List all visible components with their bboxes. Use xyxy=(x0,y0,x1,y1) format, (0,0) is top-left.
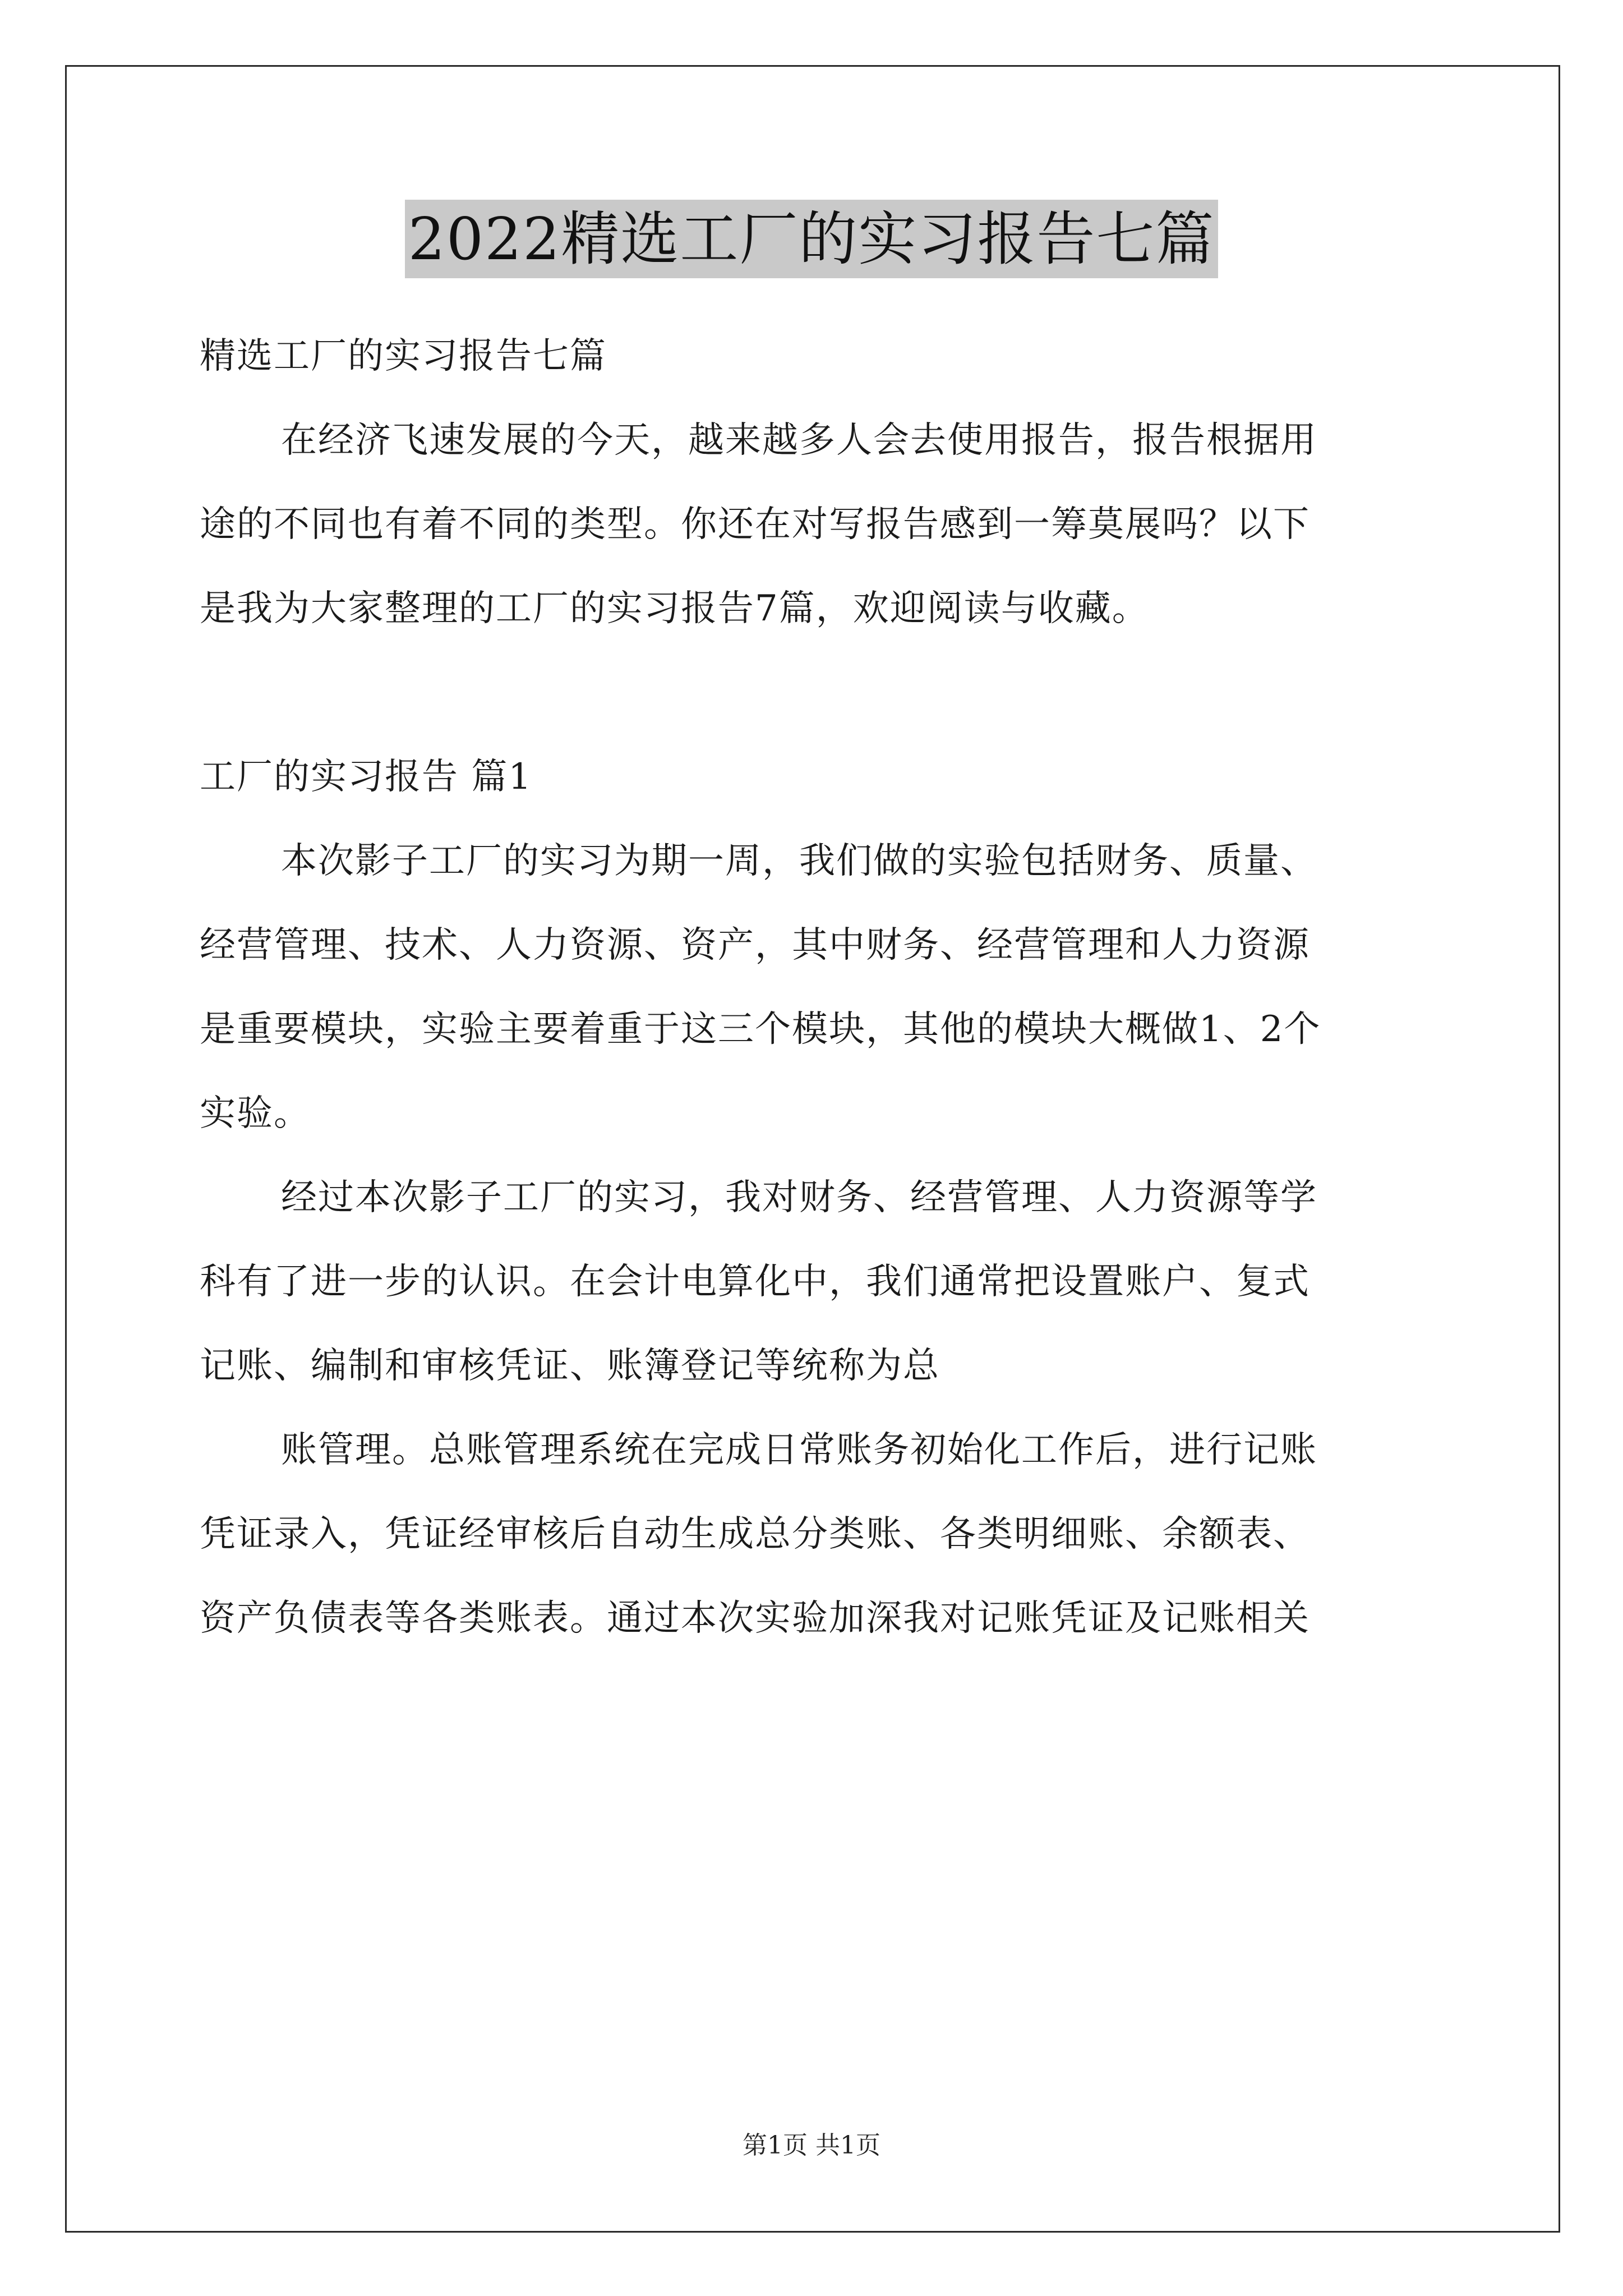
paragraph-line: 资产负债表等各类账表。通过本次实验加深我对记账凭证及记账相关 xyxy=(200,1598,1310,1639)
intro-line: 途的不同也有着不同的类型。你还在对写报告感到一筹莫展吗？以下 xyxy=(200,504,1310,545)
paragraph-line: 经营管理、技术、人力资源、资产，其中财务、经营管理和人力资源 xyxy=(200,924,1310,966)
section-heading: 工厂的实习报告 篇1 xyxy=(200,756,533,798)
paragraph-line: 是重要模块，实验主要着重于这三个模块，其他的模块大概做1、2个 xyxy=(200,1009,1321,1050)
paragraph-line: 经过本次影子工厂的实习，我对财务、经营管理、人力资源等学 xyxy=(281,1177,1317,1218)
paragraph-line: 实验。 xyxy=(200,1093,311,1134)
document-body xyxy=(200,314,1433,1660)
document-title: 2022精选工厂的实习报告七篇 xyxy=(405,200,1219,278)
paragraph-line: 账管理。总账管理系统在完成日常账务初始化工作后，进行记账 xyxy=(281,1429,1317,1471)
intro-line: 是我为大家整理的工厂的实习报告7篇，欢迎阅读与收藏。 xyxy=(200,588,1149,629)
page-footer: 第1页 共1页 xyxy=(743,2131,880,2160)
paragraph-line: 记账、编制和审核凭证、账簿登记等统称为总 xyxy=(200,1345,940,1387)
paragraph-line: 本次影子工厂的实习为期一周，我们做的实验包括财务、质量、 xyxy=(281,840,1317,882)
paragraph-line: 凭证录入，凭证经审核后自动生成总分类账、各类明细账、余额表、 xyxy=(200,1513,1310,1555)
title-container xyxy=(0,200,1623,278)
document-subtitle: 精选工厂的实习报告七篇 xyxy=(200,335,607,377)
intro-line: 在经济飞速发展的今天，越来越多人会去使用报告，报告根据用 xyxy=(281,420,1317,461)
paragraph-line: 科有了进一步的认识。在会计电算化中，我们通常把设置账户、复式 xyxy=(200,1261,1310,1303)
spacer xyxy=(200,651,1433,735)
